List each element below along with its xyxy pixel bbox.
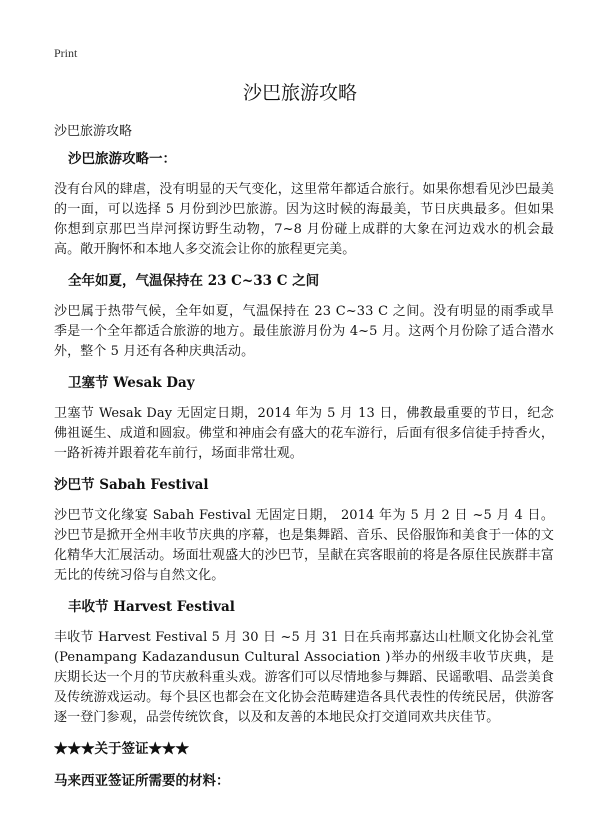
section-heading-harvest-festival: 丰收节 Harvest Festival — [68, 599, 235, 615]
section-heading-wesak-day: 卫塞节 Wesak Day — [68, 375, 195, 391]
section-body-harvest-festival: 丰收节 Harvest Festival 5 月 30 日 ~5 月 31 日在兵南邦嘉达山杜顺文化协会礼堂 (Penampang Kadazandusun Cultural Association )举办的州级丰收节庆典，是庆期长达一个月的节庆赦科重头戏。游客们可以尽情地参与舞蹈、民谣歌唱、品尝美食及传统游戏运动。每个县区也都会在文化协会范畴建造各具代表性的传统民居，供游客逐一登门参观，品尝传统饮食，以及和友善的本地民众打交道同欢共庆佳节。 — [54, 630, 554, 725]
section-body-climate: 沙巴属于热带气候，全年如夏，气温保持在 23 C~33 C 之间。没有明显的雨季或旱季是一个全年都适合旅游的地方。最佳旅游月份为 4~5 月。这两个月份除了适合潜水外，整个 5 月还有各种庆典活动。 — [54, 304, 554, 359]
visa-materials-heading: 马来西亚签证所需要的材料： — [54, 773, 230, 789]
visa-section-heading: ★★★关于签证★★★ — [54, 741, 189, 757]
section-heading-guide: 沙巴旅游攻略一： — [68, 151, 176, 167]
document-title: 沙巴旅游攻略 — [242, 82, 357, 104]
section-body-guide: 没有台风的肆虐，没有明显的天气变化，这里常年都适合旅行。如果你想看见沙巴最美的一面，可以选择 5 月份到沙巴旅游。因为这时候的海最美，节日庆典最多。但如果你想到京那巴当岸河探访野生动物，7~8 月份碰上成群的大象在河边戏水的机会最高。敞开胸怀和本地人多交流会让你的旅程更完美。 — [54, 182, 554, 257]
section-body-wesak-day: 卫塞节 Wesak Day 无固定日期，2014 年为 5 月 13 日，佛教最重要的节日，纪念佛祖诞生、成道和圆寂。佛堂和神庙会有盛大的花车游行，后面有很多信徒手持香火，一路祈祷并跟着花车前行，场面非常壮观。 — [54, 406, 554, 461]
section-heading-climate: 全年如夏，气温保持在 23 C~33 C 之间 — [68, 273, 320, 289]
print-link[interactable]: Print — [54, 46, 78, 60]
article-body — [54, 150, 554, 790]
section-heading-sabah-festival: 沙巴节 Sabah Festival — [54, 477, 209, 493]
document-subtitle: 沙巴旅游攻略 — [54, 124, 133, 139]
section-body-sabah-festival: 沙巴节文化缘宴 Sabah Festival 无固定日期， 2014 年为 5 月 2 日 ~5 月 4 日。沙巴节是掀开全州丰收节庆典的序幕，也是集舞蹈、音乐、民俗服饰和美食于一体的文化精华大汇展活动。场面壮观盛大的沙巴节，呈献在宾客眼前的将是各原住民族群丰富无比的传统习俗与自然文化。 — [54, 508, 554, 583]
